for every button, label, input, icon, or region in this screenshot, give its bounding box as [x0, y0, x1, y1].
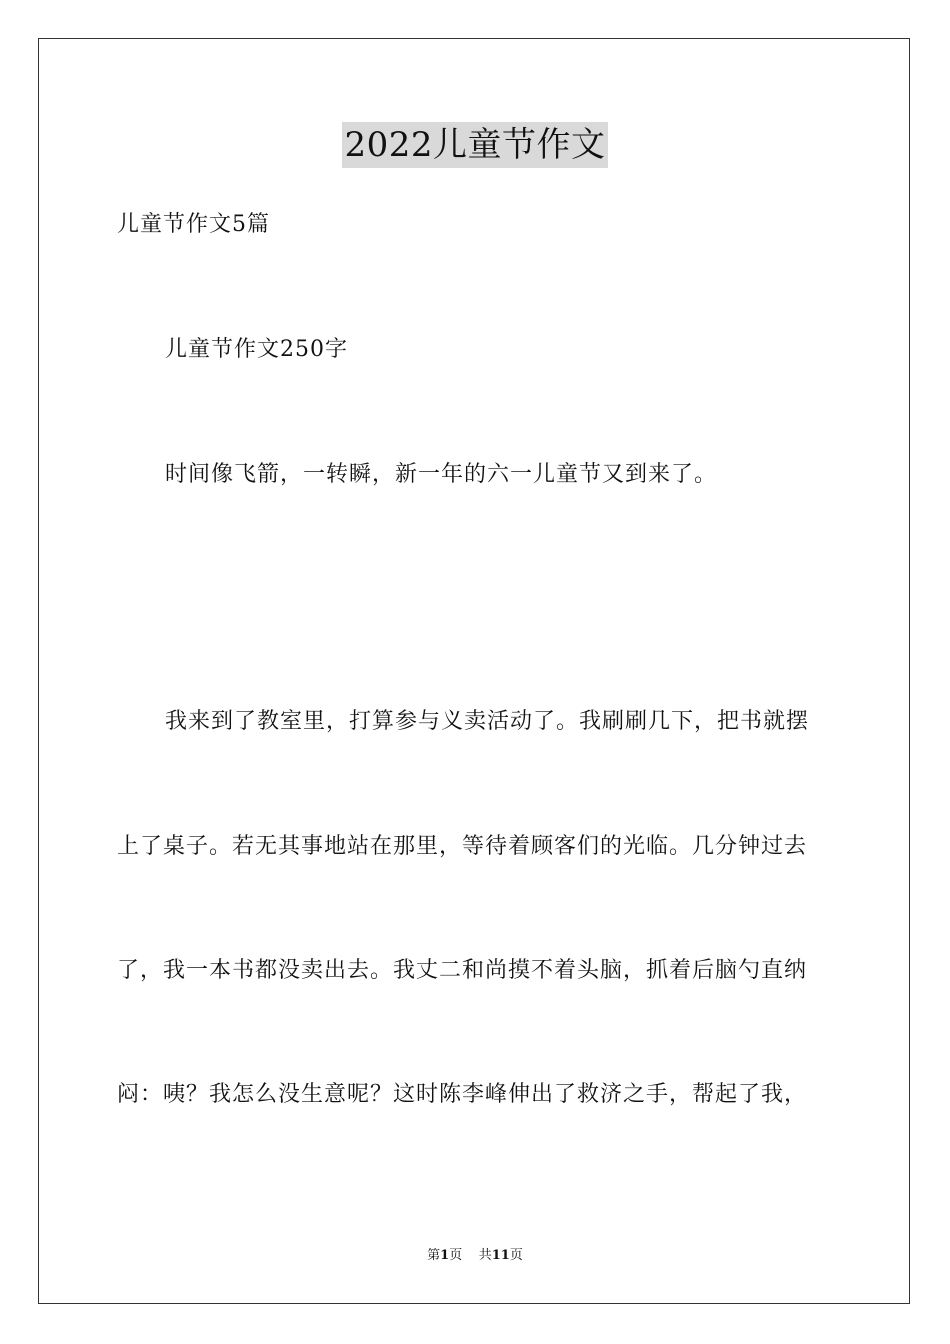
- footer-page-prefix: 第: [427, 1248, 441, 1263]
- footer-total-prefix: 共: [478, 1248, 492, 1263]
- title-container: [0, 122, 950, 168]
- page-footer: [0, 1247, 950, 1265]
- paragraph-2-line-2: 上了桌子。若无其事地站在那里，等待着顾客们的光临。几分钟过去: [117, 834, 808, 859]
- paragraph-2-line-3: 了，我一本书都没卖出去。我丈二和尚摸不着头脑，抓着后脑勺直纳: [117, 958, 808, 983]
- document-title: 2022儿童节作文: [342, 122, 607, 168]
- paragraph-2-line-4: 闷：咦？我怎么没生意呢？这时陈李峰伸出了救济之手，帮起了我，: [117, 1082, 808, 1107]
- footer-page-total: 11: [491, 1248, 510, 1263]
- footer-page-current: 1: [440, 1248, 450, 1263]
- section-heading: 儿童节作文250字: [165, 337, 348, 362]
- footer-page-suffix: 页: [449, 1248, 463, 1263]
- paragraph-1: 时间像飞箭，一转瞬，新一年的六一儿童节又到来了。: [165, 462, 718, 487]
- document-subtitle: 儿童节作文5篇: [117, 212, 270, 237]
- footer-total-suffix: 页: [509, 1248, 523, 1263]
- paragraph-2-line-1: 我来到了教室里，打算参与义卖活动了。我刷刷几下，把书就摆: [165, 709, 810, 734]
